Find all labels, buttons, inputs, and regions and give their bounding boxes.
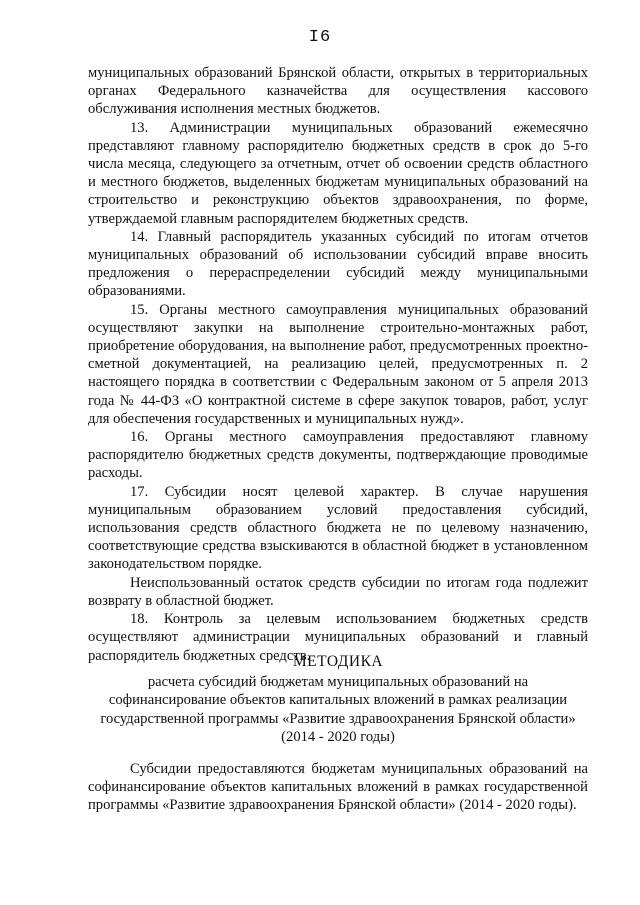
heading-title: МЕТОДИКА	[292, 653, 384, 670]
body-text	[88, 64, 588, 665]
heading-subtitle: расчета субсидий бюджетам муниципальных образований на софинансирование объектов капитальных вложений в рамках реализации государственной программы «Развитие здравоохранения Брянской области» (2014 - 2020 годы)	[100, 674, 576, 745]
paragraph-unused-balance: Неиспользованный остаток средств субсидии по итогам года подлежит возврату в областной бюджет.	[88, 574, 588, 609]
paragraph-18: 18. Контроль за целевым использованием бюджетных средств осуществляют администрации муниципальных образований и главный распорядитель бюджетных средств.	[88, 611, 588, 664]
paragraph-16: 16. Органы местного самоуправления предоставляют главному распорядителю бюджетных средств документы, подтверждающие проводимые расходы.	[88, 429, 588, 482]
paragraph-15: 15. Органы местного самоуправления муниципальных образований осуществляют закупки на выполнение строительно-монтажных работ, приобретение оборудования, на выполнение работ, предусмотренных проектно-сметной документацией, на реализацию целей, предусмотренных п. 2 настоящего порядка в соответствии с Федеральным законом от 5 апреля 2013 года № 44-ФЗ «О контрактной системе в сфере закупок товаров, работ, услуг для обеспечения государственных и муниципальных нужд».	[88, 301, 588, 427]
paragraph-13: 13. Администрации муниципальных образований ежемесячно представляют главному распорядителю бюджетных средств в срок до 5-го числа месяца, следующего за отчетным, отчет об освоении средств областного и местного бюджетов, выделенных бюджетам муниципальных образований на строительство и реконструкцию объектов здравоохранения, по форме, утверждаемой главным распорядителем бюджетных средств.	[88, 119, 588, 227]
paragraph-17: 17. Субсидии носят целевой характер. В случае нарушения муниципальным образованием условий предоставления субсидий, использования средств областного бюджета не по целевому назначению, соответствующие средства взыскиваются в областной бюджет в установленном законодательством порядке.	[88, 483, 588, 573]
final-paragraph-block	[88, 760, 588, 815]
methodology-heading	[88, 653, 588, 746]
paragraph-continuation: муниципальных образований Брянской области, открытых в территориальных органах Федерального казначейства для осуществления кассового обслуживания исполнения местных бюджетов.	[88, 65, 588, 118]
final-paragraph: Субсидии предоставляются бюджетам муниципальных образований на софинансирование объектов капитальных вложений в рамках государственной программы «Развитие здравоохранения Брянской области» (2014 - 2020 годы).	[88, 761, 588, 814]
paragraph-14: 14. Главный распорядитель указанных субсидий по итогам отчетов муниципальных образований об использовании субсидий вправе вносить предложения о перераспределении субсидий между муниципальными образованиями.	[88, 228, 588, 300]
page-number: I6	[308, 28, 332, 47]
